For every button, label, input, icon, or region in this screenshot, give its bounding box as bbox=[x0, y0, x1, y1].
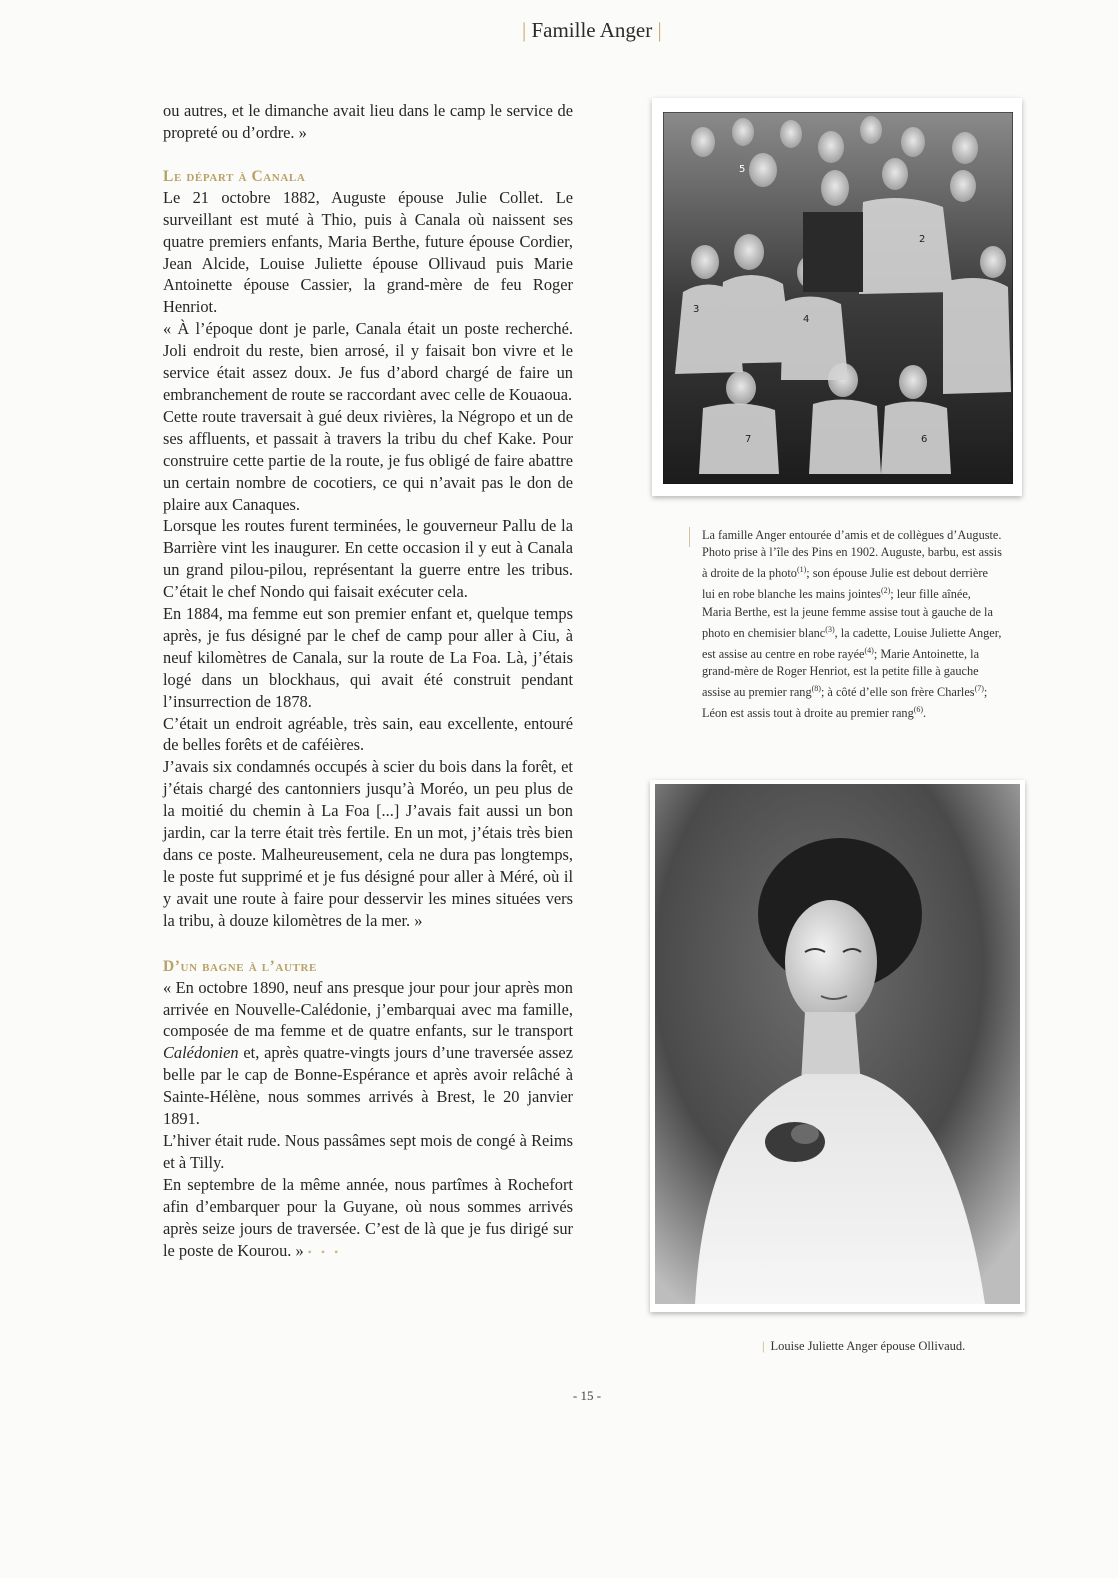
intro-paragraph: ou autres, et le dimanche avait lieu dans le camp le service de propreté ou d’ordre. » bbox=[163, 101, 573, 142]
paragraph bbox=[163, 1174, 573, 1264]
paragraph: « À l’époque dont je parle, Canala était un poste recherché. Joli endroit du reste, bien arrosé, il y faisait bon vivre et le service était assez doux. Je fus d’abord chargé de faire un embranchement de route se raccordant avec celle de Kouaoua. bbox=[163, 319, 573, 404]
family-photo-caption bbox=[702, 527, 1002, 723]
paragraph: L’hiver était rude. Nous passâmes sept mois de congé à Reims et à Tilly. bbox=[163, 1130, 573, 1172]
paragraph: J’avais six condamnés occupés à scier du bois dans la forêt, et j’étais chargé des cantonniers jusqu’à Moréo, un peu plus de la moitié du chemin à La Foa [...] J’avais fait aussi un bon jardin, car la terre était très fertile. En un mot, j’étais très bien dans ce poste. Malheureusement, cela ne dura pas longtemps, le poste fut supprimé et je fus désigné pour aller à Méré, où il y avait une route à faire pour desservir les mines situées vers la tribu, à douze kilomètres de la mer. » bbox=[163, 757, 573, 930]
paragraph-text: En septembre de la même année, nous partîmes à Rochefort afin d’embarquer pour la Guyane, où nous sommes arrivés après seize jours de traversée. C’est de là que je fus dirigé sur le poste de Kourou. » bbox=[163, 1174, 573, 1260]
paragraph: Lorsque les routes furent terminées, le gouverneur Pallu de la Barrière vint les inaugurer. En cette occasion il y eut à Canala un grand pilou-pilou, représentant la guerre entre les tribus. C’était le chef Nondo qui faisait exécuter cela. bbox=[163, 516, 573, 602]
section-heading-canala: Le départ à Canala bbox=[163, 167, 306, 185]
caption-text: La famille Anger entourée d’amis et de collègues d’Auguste. Photo prise à l’île des Pins en 1902. Auguste, barbu, est assis à droite de la photo bbox=[702, 528, 1002, 581]
caption-text: , la cadette, Louise Juliette Anger, est assise au centre en robe rayée bbox=[702, 625, 1002, 661]
section-heading-bagne: D’un bagne à l’autre bbox=[163, 957, 317, 975]
caption-text: ; à côté d’elle son frère Charles bbox=[820, 685, 975, 700]
portrait-caption bbox=[762, 1339, 965, 1354]
caption-text: ; Marie Antoinette, la grand-mère de Roger Henriot, est la petite fille à gauche assise au premier rang bbox=[702, 646, 980, 700]
end-dots-ornament: • • • bbox=[307, 1244, 342, 1259]
photo-marker: 6 bbox=[921, 434, 928, 445]
header-rule-left: | bbox=[522, 18, 527, 42]
photo-marker: 7 bbox=[745, 434, 752, 445]
paragraph bbox=[163, 977, 573, 1130]
caption-text: ; Léon est assis tout à droite au premier rang bbox=[702, 685, 988, 721]
paragraph-text: et, après quatre-vingts jours d’une traversée assez belle par le cap de Bonne-Espérance et après avoir relâché à Sainte-Hélène, nous sommes arrivés à Brest, le 20 janvier 1891. bbox=[163, 1043, 573, 1129]
caption-ref: (1) bbox=[796, 565, 807, 575]
paragraph-text: « En octobre 1890, neuf ans presque jour pour jour après mon arrivée en Nouvelle-Calédonie, j’embarquai avec ma famille, composée de ma femme et de quatre enfants, sur le transport bbox=[163, 977, 573, 1041]
main-text-column bbox=[163, 100, 573, 1263]
header-rule-right: | bbox=[657, 18, 662, 42]
ship-name: Calédonien bbox=[163, 1043, 239, 1063]
photo-marker: 5 bbox=[739, 164, 746, 175]
caption-text: ; son épouse Julie est debout derrière lui en robe blanche les mains jointes bbox=[702, 566, 988, 602]
caption-ref: (4) bbox=[864, 645, 874, 655]
photo-marker: 4 bbox=[803, 314, 810, 325]
family-group-photo bbox=[652, 98, 1022, 496]
photo-marker: 2 bbox=[919, 234, 926, 245]
portrait-image bbox=[655, 784, 1020, 1304]
caption-ref: (3) bbox=[825, 624, 835, 634]
caption-rule: | bbox=[762, 1339, 765, 1353]
caption-ref: (2) bbox=[880, 586, 891, 596]
caption-ref: (7) bbox=[974, 684, 984, 694]
portrait-caption-text: Louise Juliette Anger épouse Ollivaud. bbox=[770, 1339, 966, 1353]
page-number: - 15 - bbox=[572, 1388, 602, 1403]
paragraph: Le 21 octobre 1882, Auguste épouse Julie Collet. Le surveillant est muté à Thio, puis à Canala où naissent ses quatre premiers enfants, Maria Berthe, future épouse Cordier, Jean Alcide, Louise Juliette épouse Ollivaud puis Marie Antoinette épouse Cassier, la grand-mère de feu Roger Henriot. bbox=[163, 187, 573, 317]
running-head bbox=[522, 18, 662, 43]
paragraph: Cette route traversait à gué deux rivières, la Négropo et un de ses affluents, et passait à travers la tribu du chef Kake. Pour construire cette partie de la route, je fus obligé de faire abattre un certain nombre de cocotiers, ce qui n’avait pas le don de plaire aux Canaques. bbox=[163, 406, 573, 514]
caption-text: ; leur fille aînée, Maria Berthe, est la jeune femme assise tout à gauche de la photo en chemisier blanc bbox=[702, 587, 993, 640]
caption-text: . bbox=[923, 706, 927, 721]
photo-marker: 3 bbox=[693, 304, 700, 315]
portrait-photo bbox=[650, 780, 1025, 1312]
page-title: Famille Anger bbox=[531, 18, 653, 42]
paragraph: C’était un endroit agréable, très sain, eau excellente, entouré de belles forêts et de caféières. bbox=[163, 713, 573, 755]
caption-ref: (6) bbox=[913, 705, 924, 715]
paragraph: En 1884, ma femme eut son premier enfant et, quelque temps après, je fus désigné par le chef de camp pour aller à Ciu, à neuf kilomètres de Canala, sur la route de La Foa. Là, j’étais logé dans un blockhaus, qui avait été construit pendant l’insurrection de 1878. bbox=[163, 604, 573, 711]
caption-rule bbox=[689, 527, 690, 547]
family-photo-image bbox=[663, 112, 1013, 484]
caption-ref: (8) bbox=[811, 684, 821, 694]
